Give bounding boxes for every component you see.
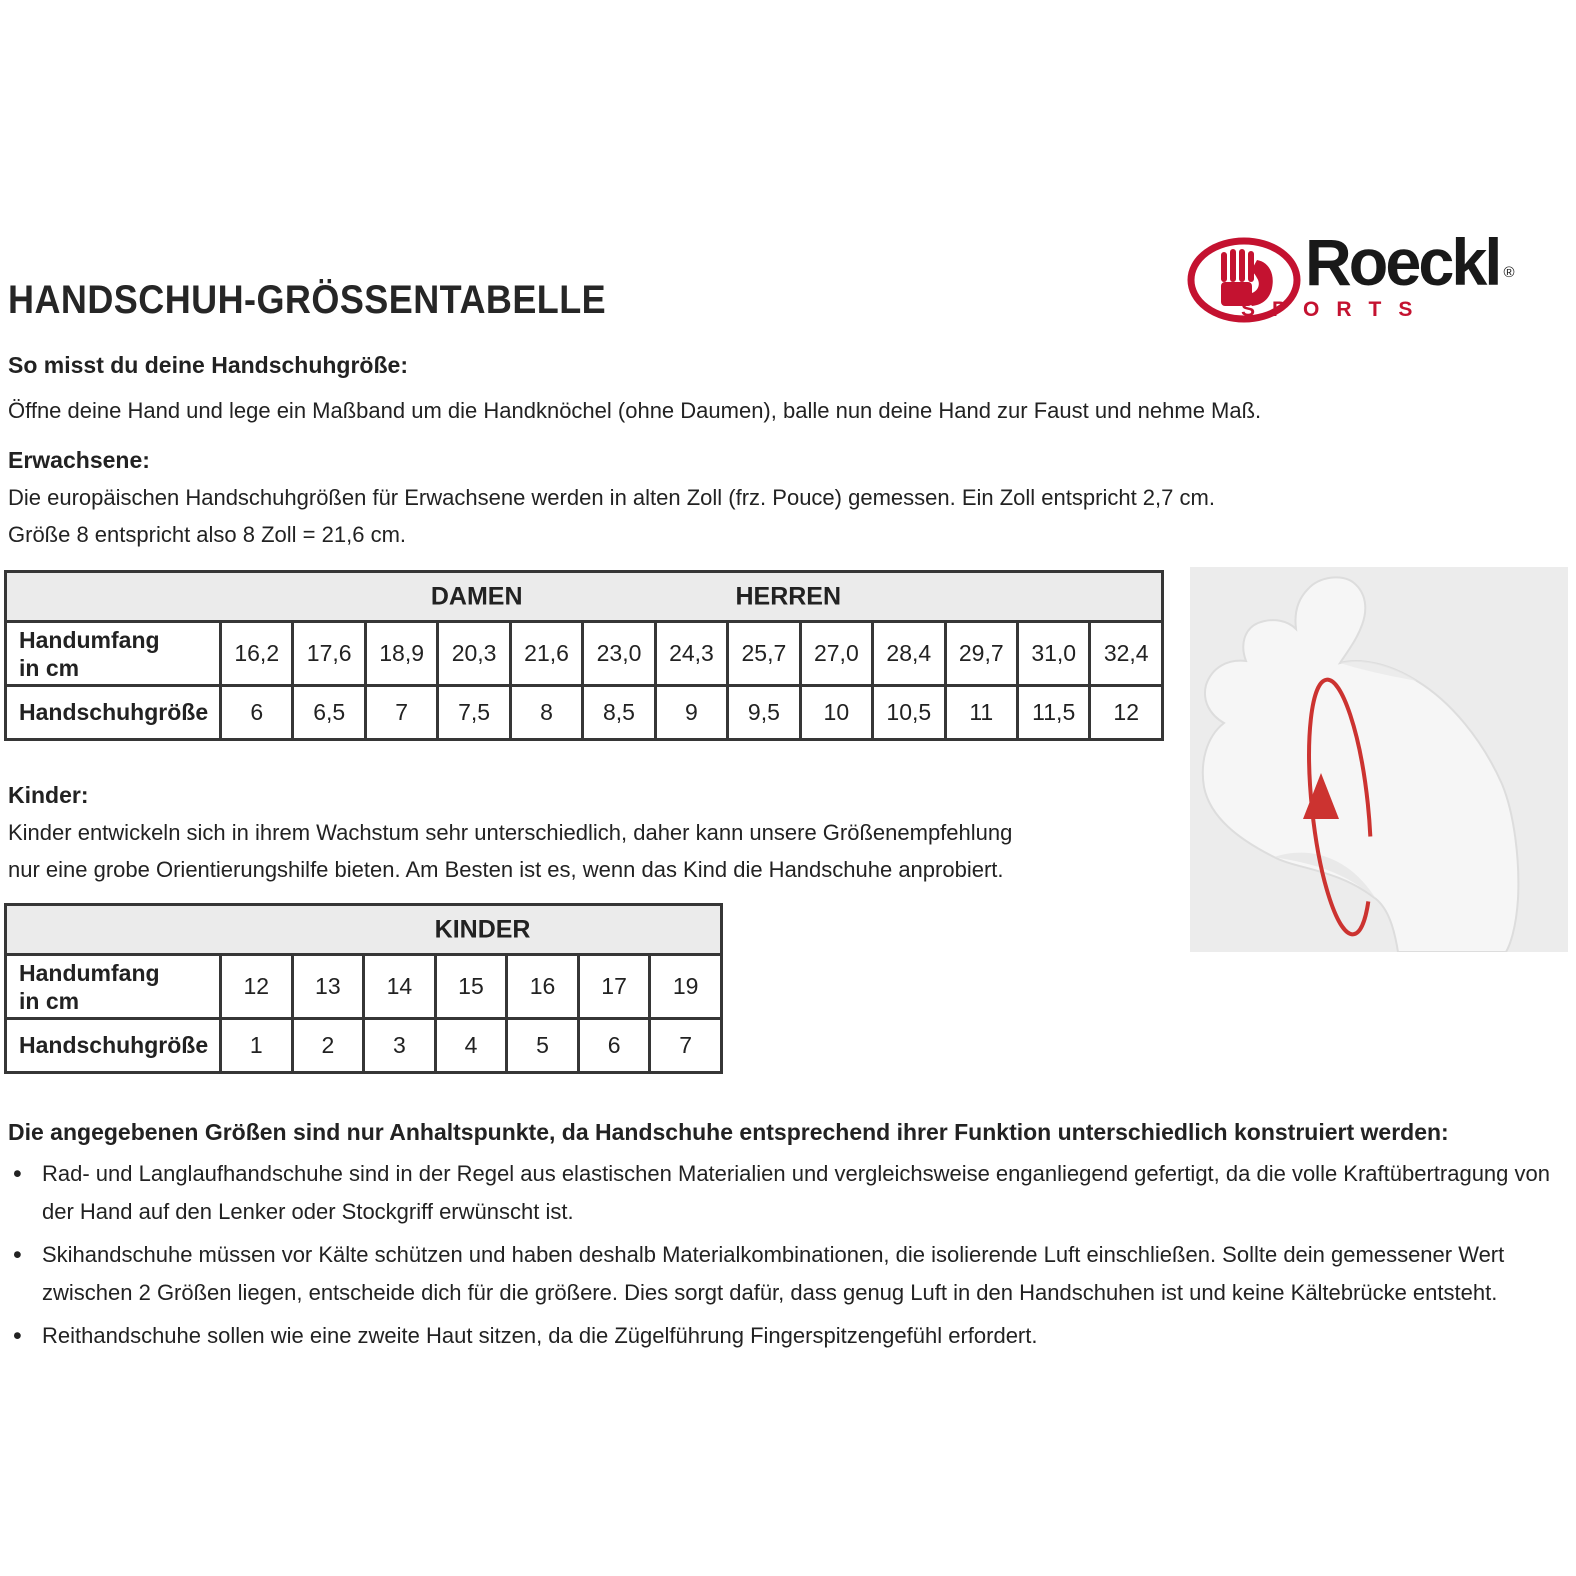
table-cell: 7,5	[438, 686, 510, 740]
table-cell: 19	[650, 955, 722, 1019]
adult-table-group-row	[6, 572, 1163, 622]
table-cell: 17,6	[293, 622, 365, 686]
intro-heading: So misst du deine Handschuhgröße:	[8, 352, 408, 378]
table-cell: 18,9	[365, 622, 437, 686]
table-cell: 9	[655, 686, 727, 740]
adults-text	[8, 479, 1215, 553]
kids-circumference-row	[6, 955, 722, 1019]
table-cell: 31,0	[1017, 622, 1089, 686]
bullet-item: • Rad- und Langlaufhandschuhe sind in der Regel aus elastischen Materialien und vergleichsweise enganliegend gefertigt, da die volle Kraftübertragung von der Hand auf den Lenker oder Stockgriff erwünscht ist.	[8, 1155, 1564, 1231]
table-cell: 3	[364, 1019, 436, 1073]
row-label-handschuhgroesse: Handschuhgröße	[6, 1019, 221, 1073]
table-cell: 7	[365, 686, 437, 740]
table-cell: 17	[578, 955, 650, 1019]
table-cell: 20,3	[438, 622, 510, 686]
table-cell: 6	[578, 1019, 650, 1073]
kids-text	[8, 814, 1012, 888]
table-cell: 6,5	[293, 686, 365, 740]
group-label-kinder: KINDER	[434, 915, 531, 943]
table-cell: 25,7	[728, 622, 800, 686]
table-cell: 2	[292, 1019, 364, 1073]
brand-wordmark: Roeckl	[1304, 225, 1500, 299]
adults-heading: Erwachsene:	[8, 447, 150, 473]
kids-heading: Kinder:	[8, 782, 89, 808]
kids-table-group-cell	[6, 905, 722, 955]
table-cell: 12	[1090, 686, 1163, 740]
adult-size-table-wrapper	[4, 570, 1164, 741]
table-cell: 11,5	[1017, 686, 1089, 740]
table-cell: 10	[800, 686, 872, 740]
adult-circumference-row	[6, 622, 1163, 686]
outro-heading: Die angegebenen Größen sind nur Anhaltspunkte, da Handschuhe entsprechend ihrer Funktion unterschiedlich konstruiert werden:	[8, 1119, 1449, 1145]
adult-glove-size-row	[6, 686, 1163, 740]
bullet-item: • Skihandschuhe müssen vor Kälte schützen und haben deshalb Materialkombinationen, die isolierende Luft einschließen. Sollte dein gemessener Wert zwischen 2 Größen liegen, entscheide dich für die größere. Dies sorgt dafür, dass genug Luft in den Handschuhen ist und keine Kältebrücke entsteht.	[8, 1236, 1564, 1312]
table-cell: 8,5	[583, 686, 655, 740]
adult-size-table	[4, 570, 1164, 741]
kids-table-group-row	[6, 905, 722, 955]
roeckl-logo	[1185, 225, 1570, 332]
bullet-item: • Reithandschuhe sollen wie eine zweite Haut sitzen, da die Zügelführung Fingerspitzengefühl erfordert.	[8, 1317, 1564, 1355]
kids-glove-size-row	[6, 1019, 722, 1073]
table-cell: 16,2	[221, 622, 293, 686]
table-cell: 32,4	[1090, 622, 1163, 686]
table-cell: 16	[507, 955, 579, 1019]
adult-table-group-cell	[6, 572, 1163, 622]
row-label-handschuhgroesse: Handschuhgröße	[6, 686, 221, 740]
adults-text-line1: Die europäischen Handschuhgrößen für Erwachsene werden in alten Zoll (frz. Pouce) gemessen. Ein Zoll entspricht 2,7 cm.	[8, 485, 1215, 510]
table-cell: 15	[435, 955, 507, 1019]
table-cell: 4	[435, 1019, 507, 1073]
table-cell: 29,7	[945, 622, 1017, 686]
intro-text: Öffne deine Hand und lege ein Maßband um die Handknöchel (ohne Daumen), balle nun deine Hand zur Faust und nehme Maß.	[8, 398, 1262, 423]
table-cell: 28,4	[873, 622, 945, 686]
group-label-herren: HERREN	[735, 582, 842, 610]
kids-text-line2: nur eine grobe Orientierungshilfe bieten. Am Besten ist es, wenn das Kind die Handschuhe anprobiert.	[8, 857, 1004, 882]
table-cell: 6	[221, 686, 293, 740]
page-title: HANDSCHUH-GRÖSSENTABELLE	[8, 278, 607, 322]
row-label-handumfang: Handumfang in cm	[6, 955, 221, 1019]
table-cell: 27,0	[800, 622, 872, 686]
group-label-damen: DAMEN	[430, 582, 523, 610]
table-cell: 9,5	[728, 686, 800, 740]
row-label-handumfang: Handumfang in cm	[6, 622, 221, 686]
registered-trademark-symbol: ®	[1503, 264, 1515, 281]
hand-photo	[1190, 567, 1568, 952]
table-cell: 13	[292, 955, 364, 1019]
table-cell: 24,3	[655, 622, 727, 686]
table-cell: 8	[510, 686, 582, 740]
table-cell: 14	[364, 955, 436, 1019]
brand-subtitle: SPORTS	[1241, 298, 1430, 321]
table-cell: 11	[945, 686, 1017, 740]
table-cell: 10,5	[873, 686, 945, 740]
table-cell: 12	[221, 955, 293, 1019]
kids-text-line1: Kinder entwickeln sich in ihrem Wachstum sehr unterschiedlich, daher kann unsere Größenempfehlung	[8, 820, 1013, 845]
table-cell: 7	[650, 1019, 722, 1073]
notes-bullet-list	[8, 1155, 1564, 1360]
table-cell: 23,0	[583, 622, 655, 686]
table-cell: 1	[221, 1019, 293, 1073]
adults-text-line2: Größe 8 entspricht also 8 Zoll = 21,6 cm.	[8, 522, 407, 547]
kids-size-table-wrapper	[4, 903, 723, 1074]
table-cell: 21,6	[510, 622, 582, 686]
hand-measurement-image	[1190, 567, 1568, 952]
table-cell: 5	[507, 1019, 579, 1073]
kids-size-table	[4, 903, 723, 1074]
